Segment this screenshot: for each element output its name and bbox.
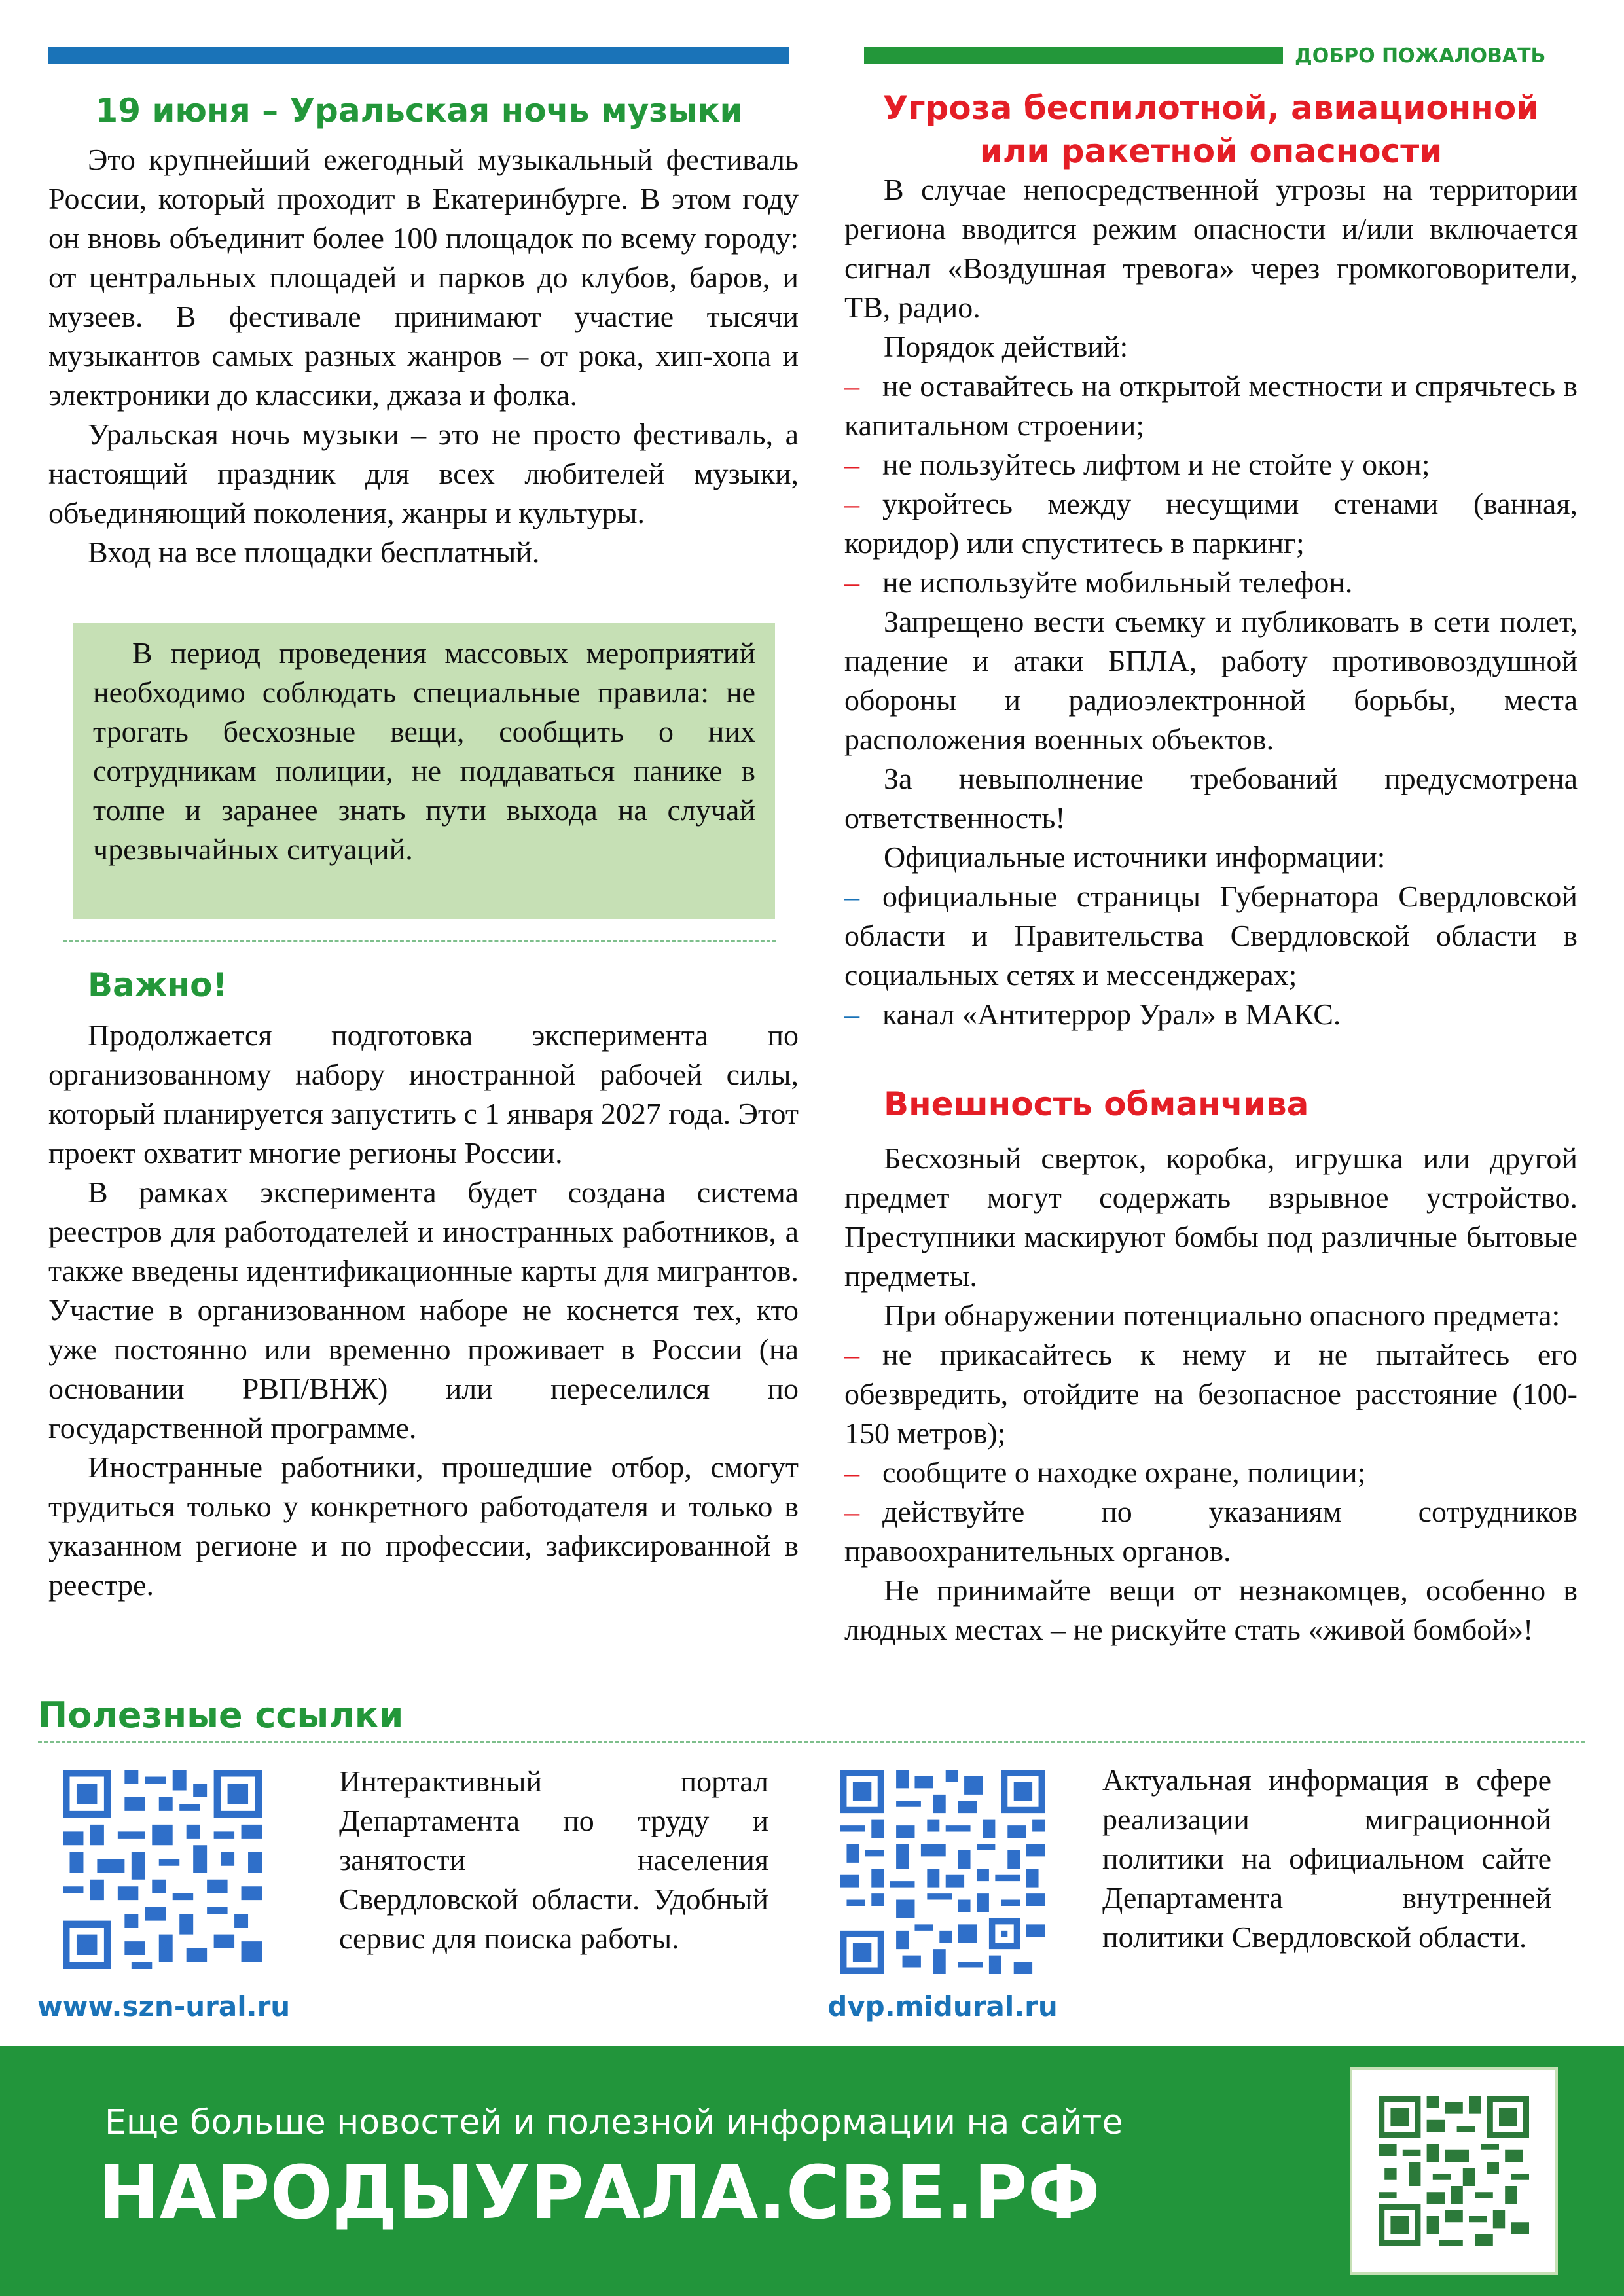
important-paragraph-3: Иностранные работники, прошедшие отбор, смогут трудиться только у конкретного работодателя и только в указанном регионе и по профессии, зафиксированной в реестре. — [48, 1450, 799, 1602]
link-description-szn: Интерактивный портал Департамента по труду и занятости населения Свердловской области. Удобный сервис для поиска работы. — [339, 1765, 768, 1955]
link-description-dvp: Актуальная информация в сфере реализации миграционной политики на официальном сайте Департамента внутренней политики Свердловской области. — [1102, 1763, 1551, 1954]
footer-site-url[interactable]: НАРОДЫУРАЛА.СВЕ.РФ — [98, 2151, 1100, 2236]
action-list-item: – не используйте мобильный телефон. — [844, 563, 1578, 602]
article-title-music-night: 19 июня – Уральская ночь музыки — [95, 92, 743, 130]
link-url-szn[interactable]: www.szn-ural.ru — [37, 1990, 291, 2022]
threat-paragraph-2: Порядок действий: — [884, 330, 1128, 363]
instruction-list-item: – сообщите о находке охране, полиции; — [844, 1453, 1578, 1492]
footer-banner — [0, 2046, 1624, 2296]
deceptive-text — [844, 1139, 1578, 1649]
dash-icon: – — [844, 487, 859, 520]
safety-rules-box — [73, 623, 775, 919]
safety-rules-text: В период проведения массовых мероприятий необходимо соблюдать специальные правила: не трогать бесхозные вещи, сообщить о них сотрудникам полиции, не поддаваться панике в толпе и заранее знать пути выхода на случай чрезвычайных ситуаций. — [93, 636, 755, 866]
welcome-label: ДОБРО ПОЖАЛОВАТЬ — [1295, 45, 1546, 67]
qr-code-dvp[interactable] — [840, 1770, 1045, 1974]
dash-icon: – — [844, 448, 859, 481]
dash-icon: – — [844, 369, 859, 403]
source-list-item: – канал «Антитеррор Урал» в МАКС. — [844, 995, 1578, 1034]
music-night-paragraph-3: Вход на все площадки бесплатный. — [88, 535, 540, 569]
threat-paragraph-5: Официальные источники информации: — [884, 840, 1386, 874]
top-bar-green — [864, 47, 1283, 64]
qr-code-icon — [63, 1770, 262, 1969]
deceptive-paragraph-3: Не принимайте вещи от незнакомцев, особенно в людных местах – не рискуйте стать «живой бомбой»! — [844, 1573, 1578, 1646]
section-divider — [63, 940, 776, 942]
instruction-list-item: – не прикасайтесь к нему и не пытайтесь его обезвредить, отойдите на безопасное расстояние (100-150 метров); — [844, 1335, 1578, 1453]
important-paragraph-1: Продолжается подготовка эксперимента по организованному набору иностранной рабочей силы, который планируется запустить с 1 января 2027 года. Этот проект охватит многие регионы России. — [48, 1018, 799, 1170]
action-list-item: – не оставайтесь на открытой местности и спрячьтесь в капитальном строении; — [844, 367, 1578, 445]
action-list-item: – укройтесь между несущими стенами (ванная, коридор) или спуститесь в паркинг; — [844, 484, 1578, 563]
threat-paragraph-1: В случае непосредственной угрозы на территории региона вводится режим опасности и/или включается сигнал «Воздушная тревога» через громкоговорители, ТВ, радио. — [844, 173, 1578, 324]
qr-code-icon — [1379, 2096, 1529, 2246]
dash-icon: – — [844, 1495, 859, 1528]
article-title-deceptive: Внешность обманчива — [884, 1085, 1309, 1123]
footer-subtitle: Еще больше новостей и полезной информации на сайте — [105, 2103, 1123, 2142]
dash-icon: – — [844, 565, 859, 599]
deceptive-paragraph-1: Бесхозный сверток, коробка, игрушка или другой предмет могут содержать взрывное устройство. Преступники маскируют бомбы под различные бытовые предметы. — [844, 1141, 1578, 1293]
music-night-paragraph-2: Уральская ночь музыки – это не просто фестиваль, а настоящий праздник для всех любителей музыки, объединяющий поколения, жанры и культуры. — [48, 418, 799, 529]
qr-code-icon — [840, 1770, 1045, 1974]
article-title-threat: Угроза беспилотной, авиационной или ракетной опасности — [882, 89, 1540, 170]
dash-icon: – — [844, 997, 859, 1031]
threat-paragraph-3: Запрещено вести съемку и публиковать в сети полет, падение и атаки БПЛА, работу противовоздушной обороны и радиоэлектронной борьбы, места расположения военных объектов. — [844, 605, 1578, 756]
dash-icon: – — [844, 880, 859, 913]
useful-links-title: Полезные ссылки — [38, 1695, 404, 1736]
deceptive-paragraph-2: При обнаружении потенциально опасного предмета: — [884, 1299, 1561, 1332]
music-night-paragraph-1: Это крупнейший ежегодный музыкальный фестиваль России, который проходит в Екатеринбурге. В этом году он вновь объединит более 100 площадок по всему городу: от центральных площадей и парков до клубов, баров, и музеев. В фестивале принимают участие тысячи музыкантов самых разных жанров – от рока, хип-хопа и электроники до классики, джаза и фолка. — [48, 143, 799, 412]
important-title: Важно! — [88, 966, 228, 1004]
dash-icon: – — [844, 1338, 859, 1371]
source-list-item: – официальные страницы Губернатора Свердловской области и Правительства Свердловской области в социальных сетях и мессенджерах; — [844, 877, 1578, 995]
footer-qr-frame[interactable] — [1350, 2067, 1558, 2275]
important-paragraph-2: В рамках эксперимента будет создана система реестров для работодателей и иностранных работников, а также введены идентификационные карты для мигрантов. Участие в организованном наборе не коснется тех, кто уже постоянно или временно проживает в России (на основании РВП/ВНЖ) или переселился по государственной программе. — [48, 1175, 799, 1444]
links-divider — [38, 1741, 1585, 1743]
dash-icon: – — [844, 1456, 859, 1489]
music-night-text — [48, 140, 799, 572]
instruction-list-item: – действуйте по указаниям сотрудников правоохранительных органов. — [844, 1492, 1578, 1571]
link-url-dvp[interactable]: dvp.midural.ru — [827, 1990, 1058, 2022]
threat-paragraph-4: За невыполнение требований предусмотрена ответственность! — [844, 762, 1578, 834]
action-list-item: – не пользуйтесь лифтом и не стойте у окон; — [844, 445, 1578, 484]
top-bar-blue — [48, 47, 789, 64]
qr-code-szn[interactable] — [63, 1770, 262, 1969]
threat-text — [844, 170, 1578, 1034]
important-text — [48, 1016, 799, 1605]
